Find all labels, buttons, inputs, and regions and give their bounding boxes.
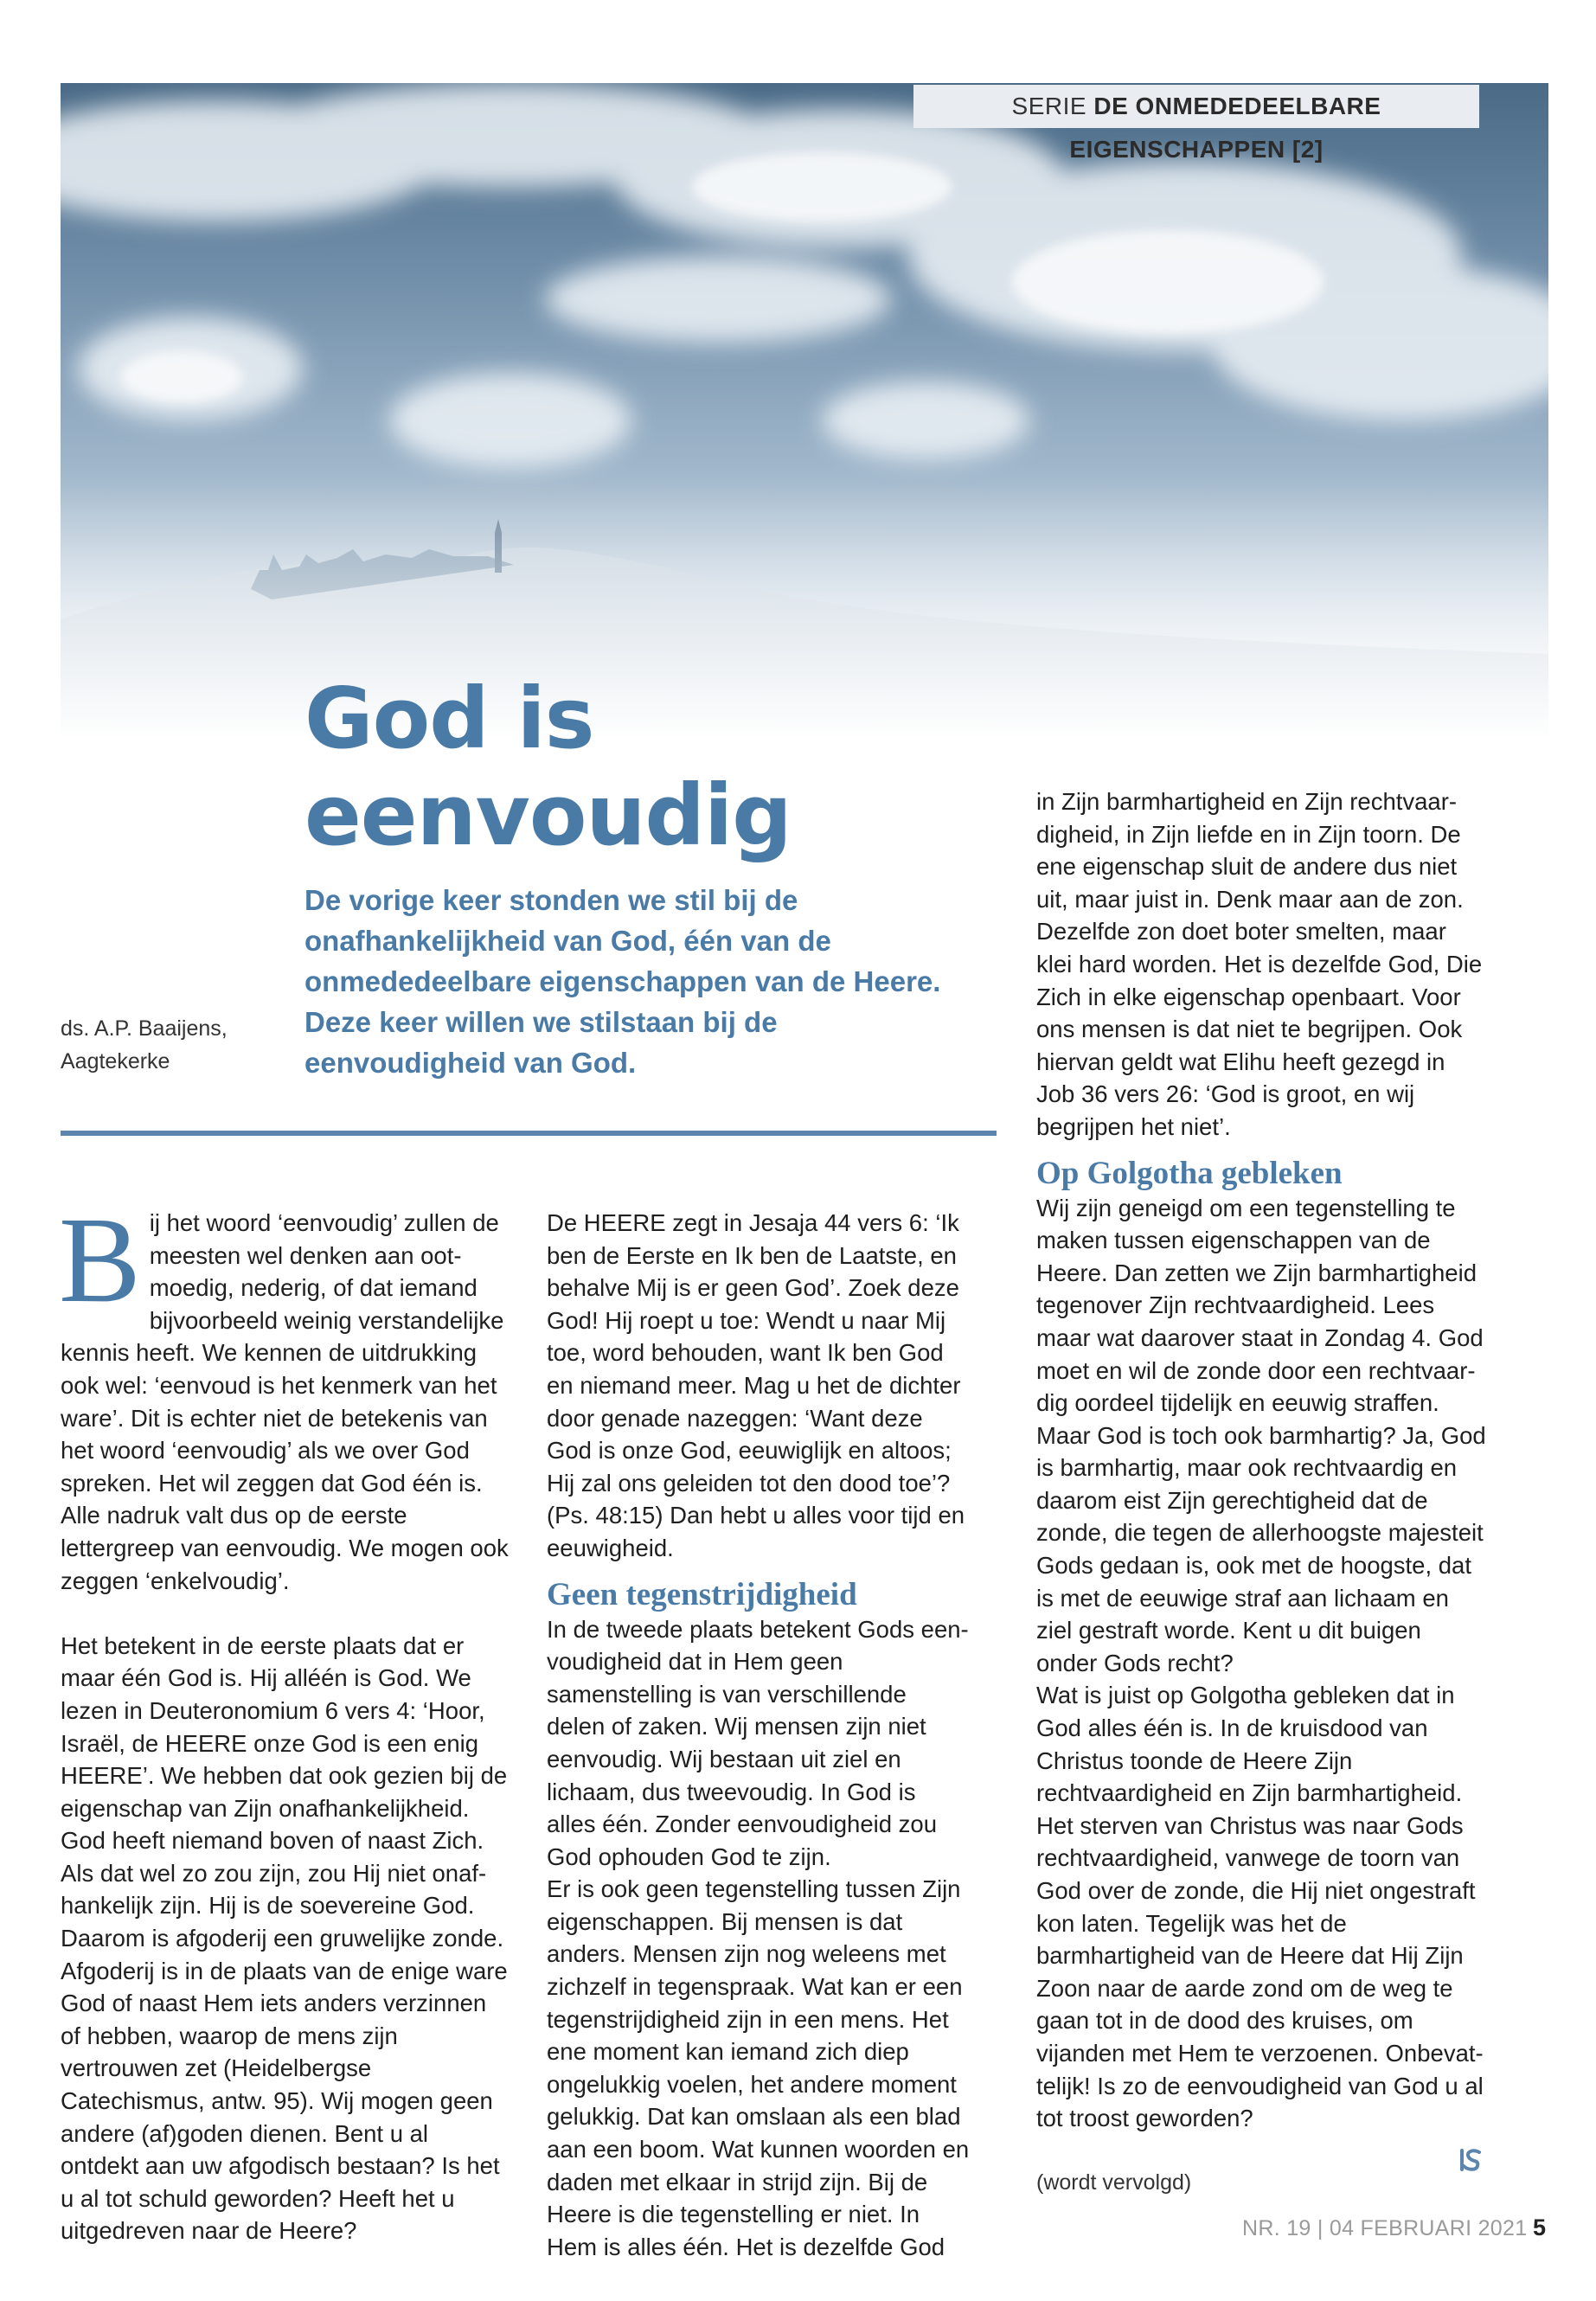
author-name: ds. A.P. Baaijens, bbox=[61, 1016, 228, 1041]
series-label bbox=[913, 85, 1479, 163]
column-1 bbox=[59, 1191, 510, 2247]
paragraph bbox=[59, 1191, 510, 1597]
page-number: 5 bbox=[1533, 2214, 1547, 2240]
paragraph: Wat is juist op Golgotha gebleken dat in God alles één is. In de kruisdood van Christus toonde de Heere Zijn rechtvaardigheid en Zijn barmhartigheid. Het sterven van Christus was naar Gods rechtvaardigheid, vanwege de toorn van God over de zonde, die Hij niet ongestraft kon laten. Tegelijk was het de barmhartigheid van de Heere dat Hij Zijn Zoon naar de aarde zond om de weg te gaan tot in de dood des kruises, om vijanden met Hem te verzoenen. Onbevattelijk! Is zo de eenvoudigheid van God u al tot troost geworden? bbox=[1036, 1682, 1484, 2132]
subheading-op-golgotha-gebleken: Op Golgotha gebleken bbox=[1036, 1155, 1343, 1191]
issue-date: NR. 19 | 04 FEBRUARI 2021 bbox=[1242, 2216, 1528, 2240]
title-line-1: God is bbox=[304, 670, 594, 767]
paragraph: Wij zijn geneigd om een tegenstelling te maken tussen eigenschappen van de Heere. Dan zetten we Zijn barmhartigheid tegenover Zijn rechtvaardigheid. Lees maar wat daarover staat in Zondag 4. God moet en wil de zonde door een rechtvaardig oordeel tijdelijk en eeuwig straffen. Maar God is toch ook barmhartig? Ja, God is barmhartig, maar ook rechtvaardig en daarom eist Zijn gerechtigheid dat de zonde, die tegen de allerhoogste majesteit Gods gedaan is, ook met de hoogste, dat is met de eeuwige straf aan lichaam en ziel gestraft worde. Kent u dit buigen onder Gods recht? bbox=[1036, 1194, 1486, 1676]
end-mark-icon bbox=[1460, 2149, 1481, 2171]
paragraph-gap bbox=[61, 1597, 510, 1630]
paragraph-text: ij het woord ‘eenvoudig’ zullen de meesten wel denken aan ootmoedig, nederig, of dat iemand bijvoorbeeld weinig verstandelijke kennis heeft. We kennen de uitdrukking ook wel: ‘eenvoud is het kenmerk van het ware’. Dit is echter niet de betekenis van het woord ‘eenvoudig’ als we over God spreken. Het wil zeggen dat God één is. Alle nadruk valt dus op de eerste lettergreep van eenvoudig. We mogen ook zeggen ‘enkelvoudig’. bbox=[61, 1209, 509, 1594]
continued-note: (wordt vervolgd) bbox=[1036, 2170, 1192, 2195]
column-3 bbox=[1036, 785, 1486, 2200]
series-prefix: SERIE bbox=[1011, 93, 1087, 119]
subheading-geen-tegenstrijdigheid: Geen tegenstrijdigheid bbox=[547, 1576, 857, 1612]
hero-photo bbox=[61, 83, 1548, 740]
paragraph-gap bbox=[1036, 2135, 1486, 2168]
article-title bbox=[304, 670, 792, 864]
sky-clouds-illustration bbox=[61, 83, 1548, 740]
author-byline bbox=[61, 1012, 228, 1078]
paragraph: In de tweede plaats betekent Gods eenvoudigheid dat in Hem geen samenstelling is van verschillende delen of zaken. Wij mensen zijn niet eenvoudig. Wij bestaan uit ziel en lichaam, dus tweevoudig. In God is alles één. Zonder eenvoudigheid zou God ophouden God te zijn. bbox=[547, 1615, 969, 1870]
author-place: Aagtekerke bbox=[61, 1049, 170, 1074]
section-divider bbox=[61, 1131, 997, 1136]
paragraph: Er is ook geen tegenstelling tussen Zijn eigenschappen. Bij mensen is dat anders. Mensen zijn nog weleens met zichzelf in tegenspraak. Wat kan er een tegenstrijdigheid zijn in een mens. Het ene moment kan iemand zich diep ongelukkig voelen, het andere moment gelukkig. Dat kan omslaan als een blad aan een boom. Wat kunnen woorden en daden met elkaar in strijd zijn. Bij de Heere is die tegenstelling er niet. In Hem is alles één. Het is dezelfde God bbox=[547, 1875, 970, 2260]
paragraph: De HEERE zegt in Jesaja 44 vers 6: ‘Ik ben de Eerste en Ik ben de Laatste, en behalve Mij is er geen God’. Zoek deze God! Hij roept u toe: Wendt u naar Mij toe, word behouden, want Ik ben God en niemand meer. Mag u het de dichter door genade nazeggen: ‘Want deze God is onze God, eeuwiglijk en altoos; Hij zal ons geleiden tot den dood toe’? (Ps. 48:15) Dan hebt u alles voor tijd en eeuwigheid. bbox=[547, 1209, 965, 1561]
series-title: DE ONMEDEDEELBARE EIGENSCHAPPEN [2] bbox=[1069, 93, 1381, 163]
paragraph: Het betekent in de eerste plaats dat er maar één God is. Hij alléén is God. We lezen in Deuteronomium 6 vers 4: ‘Hoor, Israël, de HEERE onze God is een enig HEERE’. We hebben dat ook gezien bij de eigenschap van Zijn onafhankelijkheid. God heeft niemand boven of naast Zich. Als dat wel zo zou zijn, zou Hij niet onafhankelijk zijn. Hij is de soevereine God. Daarom is afgoderij een gruwelijke zonde. Afgoderij is in de plaats van de enige ware God of naast Hem iets anders verzinnen of hebben, waarop de mens zijn vertrouwen zet (Heidelbergse Catechismus, antw. 95). Wij mogen geen andere (af)goden dienen. Bent u al ontdekt aan uw afgodisch bestaan? Is het u al tot schuld geworden? Heeft het u uitgedreven naar de Heere? bbox=[61, 1631, 508, 2245]
drop-cap: B bbox=[59, 1191, 141, 1328]
title-line-2: eenvoudig bbox=[304, 766, 792, 864]
column-2 bbox=[547, 1207, 971, 2263]
paragraph: in Zijn barmhartigheid en Zijn rechtvaardigheid, in Zijn liefde en in Zijn toorn. De ene eigenschap sluit de andere dus niet uit, maar juist in. Denk maar aan de zon. Dezelfde zon doet boter smelten, maar klei hard worden. Het is dezelfde God, Die Zich in elke eigenschap openbaart. Voor ons mensen is dat niet te begrijpen. Ook hiervan geldt wat Elihu heeft gezegd in Job 36 vers 26: ‘God is groot, en wij begrijpen het niet’. bbox=[1036, 788, 1483, 1140]
article-intro: De vorige keer stonden we stil bij de onafhankelijkheid van God, één van de onmededeelbare eigenschappen van de Heere. Deze keer willen we stilstaan bij de eenvoudigheid van God. bbox=[304, 884, 941, 1079]
